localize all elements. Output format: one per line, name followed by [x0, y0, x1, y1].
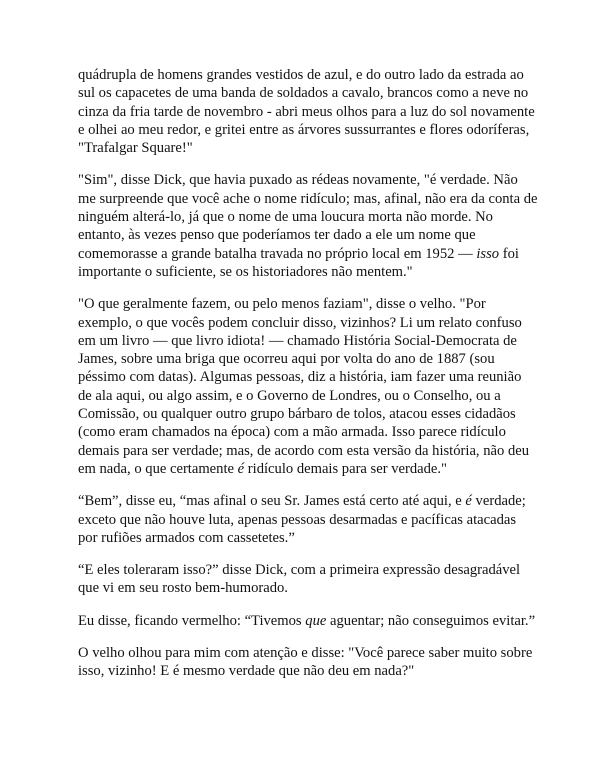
text-segment: ridículo demais para ser verdade."	[244, 460, 448, 477]
text-segment: O velho olhou para mim com atenção e disse: "Você parece saber muito sobre isso, vizinho! E é mesmo verdade que não deu em nada?"	[78, 645, 533, 680]
text-segment: Eu disse, ficando vermelho: “Tivemos	[78, 612, 306, 629]
paragraph-1	[78, 66, 538, 157]
italic-text-segment: é	[237, 460, 245, 477]
text-segment: verdade; exceto que não houve luta, apenas pessoas desarmadas e pacíficas atacadas por rufiões armados com cassetetes.”	[78, 493, 526, 546]
text-segment: “Bem”, disse eu, “mas afinal o seu Sr. James está certo até aqui, e	[78, 493, 466, 510]
text-segment: aguentar; não conseguimos evitar.”	[326, 612, 536, 629]
text-segment: “E eles toleraram isso?” disse Dick, com a primeira expressão desagradável que vi em seu rosto bem-humorado.	[78, 562, 521, 597]
paragraph-7	[78, 644, 538, 681]
italic-text-segment: isso	[476, 245, 500, 262]
italic-text-segment: que	[305, 612, 327, 629]
text-segment: foi importante o suficiente, se os historiadores não mentem."	[78, 245, 519, 280]
italic-text-segment: é	[465, 493, 472, 510]
text-segment: quádrupla de homens grandes vestidos de azul, e do outro lado da estrada ao sul os capacetes de uma banda de soldados a cavalo, brancos como a neve no cinza da fria tarde de novembro - abri meus olhos para a luz do sol novamente e olhei ao meu redor, e gritei entre as árvores sussurrantes e flores odoríferas, "Trafalgar Square!"	[78, 67, 535, 157]
text-segment: "O que geralmente fazem, ou pelo menos faziam", disse o velho. "Por exemplo, o que vocês podem concluir disso, vizinhos? Li um relato confuso em um livro — que livro idiota! — chamado História Social-Democrata de James, sobre uma briga que ocorreu aqui por volta do ano de 1887 (sou péssimo com datas). Algumas pessoas, diz a história, iam fazer uma reunião de ala aqui, ou algo assim, e o Governo de Londres, ou o Conselho, ou a Comissão, ou qualquer outro grupo bárbaro de tolos, atacou esses cidadãos (como eram chamados na época) com a mão armada. Isso parece ridículo demais para ser verdade; mas, de acordo com esta versão da história, não deu em nada, o que certamente	[78, 296, 530, 477]
paragraph-3	[78, 295, 538, 478]
text-segment: "Sim", disse Dick, que havia puxado as rédeas novamente, "é verdade. Não me surpreende que você ache o nome ridículo; mas, afinal, não era da conta de ninguém alterá-lo, já que o nome de uma loucura morta não morde. No entanto, às vezes penso que poderíamos ter dado a ele um nome que comemorasse a grande batalha travada no próprio local em 1952 —	[78, 172, 538, 262]
paragraph-6	[78, 612, 538, 630]
paragraph-2	[78, 171, 538, 281]
paragraph-5	[78, 561, 538, 598]
paragraph-4	[78, 492, 538, 547]
document-page	[78, 66, 538, 681]
